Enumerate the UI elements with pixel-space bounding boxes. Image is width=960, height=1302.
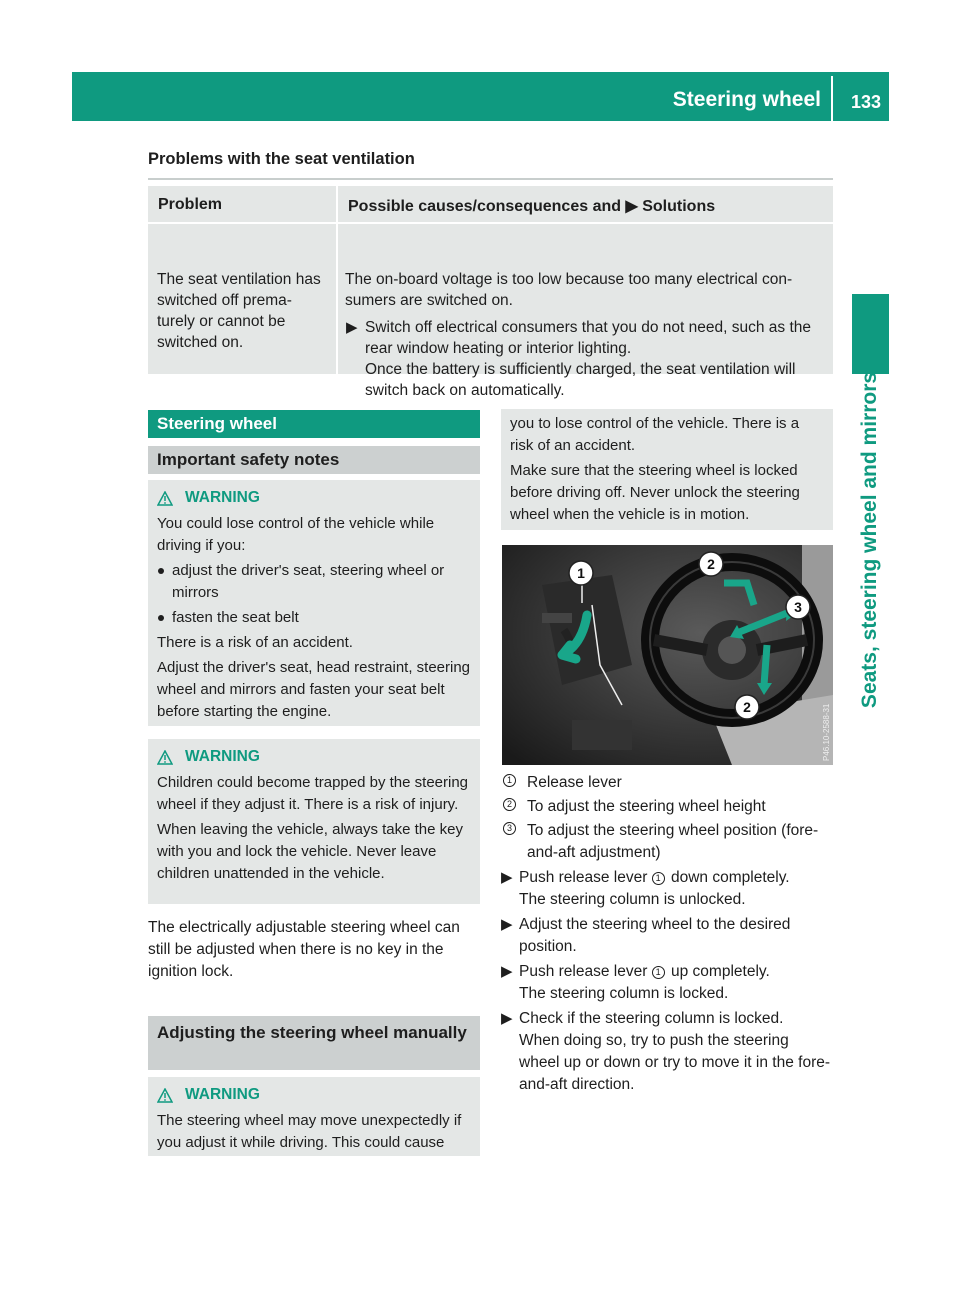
instruction-step: ▶ Adjust the steering wheel to the desired position. xyxy=(501,916,791,955)
page-header xyxy=(72,72,889,121)
warning-icon xyxy=(157,1088,173,1103)
warning-text: Make sure that the steering wheel is locked before driving off. Never unlock the steering wheel when the vehicle is in motion. xyxy=(510,462,800,523)
figure-legend xyxy=(501,772,833,1096)
manual-heading: Adjusting the steering wheel manually xyxy=(148,1016,480,1070)
arrow-icon: ▶ xyxy=(501,916,513,933)
header-divider xyxy=(831,76,833,121)
col-problem: Problem xyxy=(158,196,223,213)
solution-cell xyxy=(336,224,833,399)
safety-heading: Important safety notes xyxy=(148,446,480,474)
warning-box-1 xyxy=(148,480,480,726)
ventilation-table xyxy=(148,186,833,399)
warning-title: WARNING xyxy=(157,487,472,509)
arrow-icon: ▶ xyxy=(346,319,358,336)
callout-2-bottom-text: 2 xyxy=(743,699,751,715)
cause-text: The on-board voltage is too low because too many electrical consumers are switched on. xyxy=(345,271,793,309)
legend-item: 2 To adjust the steering wheel height xyxy=(501,796,833,818)
section-rule xyxy=(148,178,833,180)
warning-action: Adjust the driver's seat, head restraint, steering wheel and mirrors and fasten your seat belt before starting the engine. xyxy=(157,659,471,720)
warning-title: WARNING xyxy=(157,1084,472,1106)
table-row xyxy=(148,224,833,399)
table-header xyxy=(148,186,833,222)
warning-text: When leaving the vehicle, always take the key with you and lock the vehicle. Never leave children unattended in the vehicle. xyxy=(157,821,463,882)
header-title: Steering wheel xyxy=(672,88,821,111)
steering-heading: Steering wheel xyxy=(148,410,480,438)
warning-intro: You could lose control of the vehicle while driving if you: xyxy=(157,515,435,554)
legend-item: 3 To adjust the steering wheel position (fore-and-aft adjustment) xyxy=(501,820,833,864)
warning-box-2 xyxy=(148,739,480,904)
problem-cell: The seat ventilation has switched off prema- turely or cannot be switched on. xyxy=(157,271,321,351)
solution-step: ▶ Switch off electrical consumers that you do not need, such as the rear window heating or interior lighting. Once the battery is sufficiently charged, the seat ventilation will switch back on automatically. xyxy=(346,319,812,399)
warning-text: The steering wheel may move unexpectedly if you adjust it while driving. This could cause xyxy=(157,1112,462,1151)
col-solutions: Possible causes/consequences and ▶ Solutions xyxy=(336,186,833,222)
warning-text: Children could become trapped by the steering wheel if they adjust it. There is a risk of injury. xyxy=(157,774,469,813)
figure-code: P46.10-2588-31 xyxy=(822,703,831,761)
warning-continued xyxy=(501,409,833,530)
warning-icon xyxy=(157,750,173,765)
warning-risk: There is a risk of an accident. xyxy=(157,634,353,651)
arrow-icon: ▶ xyxy=(501,963,513,980)
list-item: fasten the seat belt xyxy=(157,607,472,629)
warning-title: WARNING xyxy=(157,746,472,768)
chapter-tab xyxy=(852,294,889,374)
warning-icon xyxy=(157,491,173,506)
list-item: adjust the driver's seat, steering wheel or mirrors xyxy=(157,560,472,604)
arrow-icon: ▶ xyxy=(625,198,638,215)
instruction-step: ▶ Push release lever 1 up completely. The steering column is locked. xyxy=(501,963,770,1002)
arrow-icon: ▶ xyxy=(501,1010,513,1027)
body-paragraph: The electrically adjustable steering wheel can still be adjusted when there is no key in the ignition lock. xyxy=(148,919,460,980)
section-title: Problems with the seat ventilation xyxy=(148,150,415,168)
callout-1-text: 1 xyxy=(577,565,585,581)
warning-box-3 xyxy=(148,1077,480,1156)
page-number: 133 xyxy=(850,92,881,112)
warning-text: you to lose control of the vehicle. There is a risk of an accident. xyxy=(510,415,800,454)
instruction-step: ▶ Push release lever 1 down completely. The steering column is unlocked. xyxy=(501,869,790,908)
callout-2-top-text: 2 xyxy=(707,556,715,572)
arrow-icon: ▶ xyxy=(501,869,513,886)
chapter-label: Seats, steering wheel and mirrors xyxy=(858,371,881,709)
instruction-step: ▶ Check if the steering column is locked. When doing so, try to push the steering wheel up or down or try to move it in the fore-and-aft direction. xyxy=(501,1010,831,1093)
legend-item: 1 Release lever xyxy=(501,772,833,794)
steering-wheel-figure xyxy=(502,545,833,765)
callout-3-text: 3 xyxy=(794,599,802,615)
